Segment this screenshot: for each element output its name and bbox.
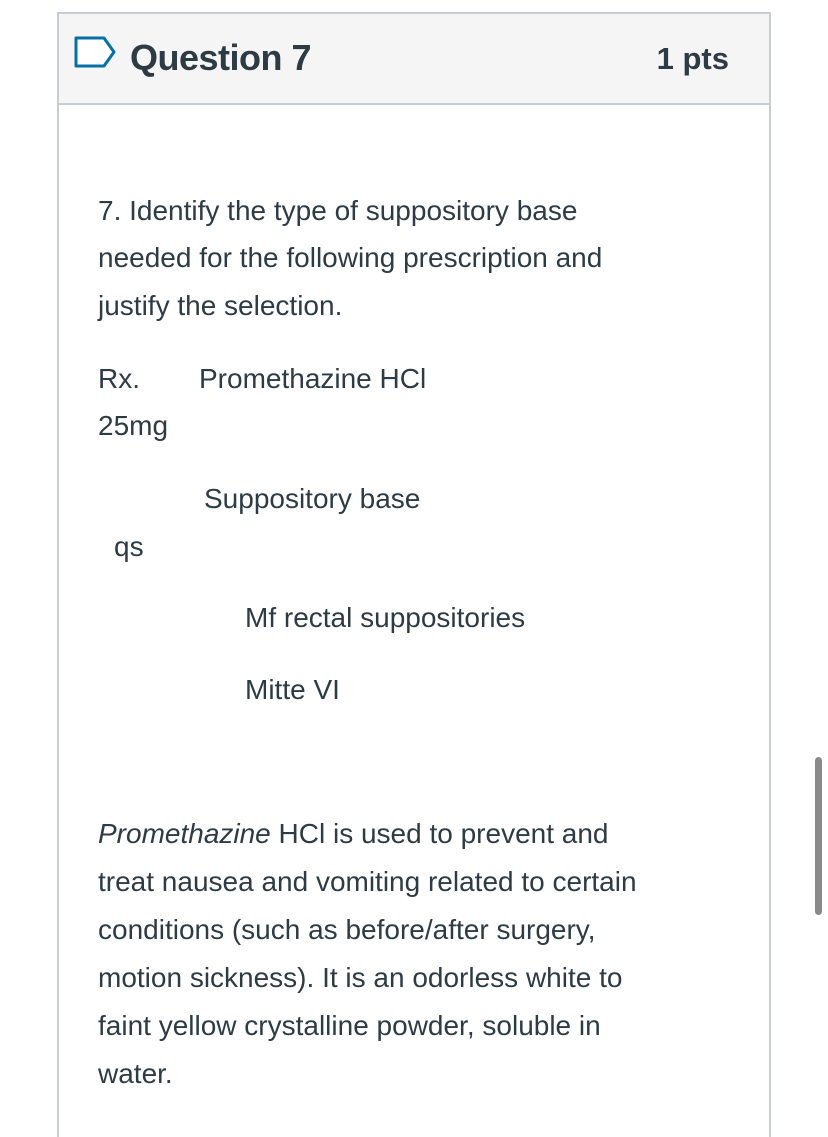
question-header [59,14,769,105]
answer-line-6: water. [98,1058,173,1089]
answer-drug-italic: Promethazine [98,818,271,849]
prompt-line-2: needed for the following prescription and [98,242,603,273]
rx-label: Rx. [98,363,140,394]
rx-mf: Mf rectal suppositories [245,602,526,633]
answer-line-4: motion sickness). It is an odorless white to [98,962,623,993]
answer-line-1 [98,810,609,858]
rx-qs: qs [114,531,144,562]
answer-line-2: treat nausea and vomiting related to certain [98,866,637,897]
rx-drug: Promethazine HCl [199,363,427,394]
rx-dose: 25mg [98,410,169,441]
prompt-line-3: justify the selection. [98,290,343,321]
prompt-line-1: 7. Identify the type of suppository base [98,195,578,226]
question-points: 1 pts [656,41,729,76]
flag-question-icon[interactable] [74,36,118,68]
answer-line-3: conditions (such as before/after surgery, [98,914,596,945]
rx-base: Suppository base [204,483,421,514]
question-title: Question 7 [130,37,312,78]
rx-mitte: Mitte VI [245,674,340,705]
answer-line-5: faint yellow crystalline powder, soluble in [98,1010,601,1041]
answer-line-1-rest: HCl is used to prevent and [270,818,609,849]
scrollbar[interactable] [815,757,822,915]
